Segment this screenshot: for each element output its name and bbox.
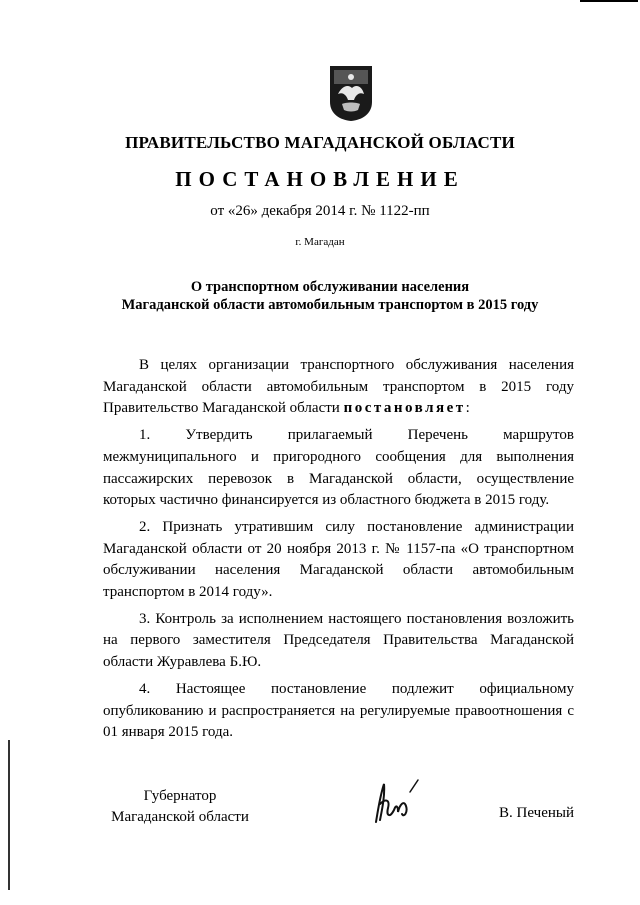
scan-edge-mark — [8, 740, 10, 890]
document-subject — [90, 278, 570, 314]
subject-line-1: О транспортном обслуживании населения — [190, 279, 470, 295]
document-date-number: от «26» декабря 2014 г. № 1122-пп — [210, 203, 430, 219]
handwritten-signature-icon — [368, 774, 430, 828]
item-2-paragraph: 2. Признать утратившим силу постановление администрации Магаданской области от 20 ноября 2013 г. № 1157-па «О транспортном обслуживании населения Магаданской области автомобильным транспортом в 2014 году». — [103, 518, 574, 601]
signatory-name: В. Печеный — [499, 805, 574, 821]
document-city: г. Магадан — [295, 236, 345, 248]
position-line-2: Магаданской области — [111, 809, 249, 825]
item-3-paragraph: 3. Контроль за исполнением настоящего постановления возложить на первого заместителя Председателя Правительства Магаданской области Журавлева Б.Ю. — [103, 610, 574, 671]
magadan-region-coat-of-arms-icon — [328, 64, 374, 122]
preamble-text: В целях организации транспортного обслуживания населения Магаданской области автомобильным транспортом в 2015 году Правительство Магаданской области — [103, 357, 574, 417]
item-1-paragraph: 1. Утвердить прилагаемый Перечень маршрутов межмуниципального и пригородного сообщения для выполнения пассажирских перевозок в Магаданской области, осуществление которых частично финансируется из областного бюджета в 2015 году. — [103, 427, 574, 509]
scan-edge-mark — [580, 0, 638, 2]
subject-line-2: Магаданской области автомобильным транспортом в 2015 году — [121, 297, 539, 313]
document-type: ПОСТАНОВЛЕНИЕ — [175, 167, 465, 191]
position-line-1: Губернатор — [143, 788, 217, 804]
organization-title: ПРАВИТЕЛЬСТВО МАГАДАНСКОЙ ОБЛАСТИ — [125, 133, 515, 152]
preamble-paragraph — [103, 355, 574, 420]
decree-colon: : — [465, 400, 470, 417]
signatory-position — [100, 786, 260, 828]
signature-block — [0, 786, 640, 846]
decree-word: постановляет — [343, 400, 466, 417]
item-4-paragraph: 4. Настоящее постановление подлежит официальному опубликованию и распространяется на регулируемые правоотношения с 01 января 2015 года. — [103, 680, 574, 741]
document-body — [103, 355, 574, 749]
